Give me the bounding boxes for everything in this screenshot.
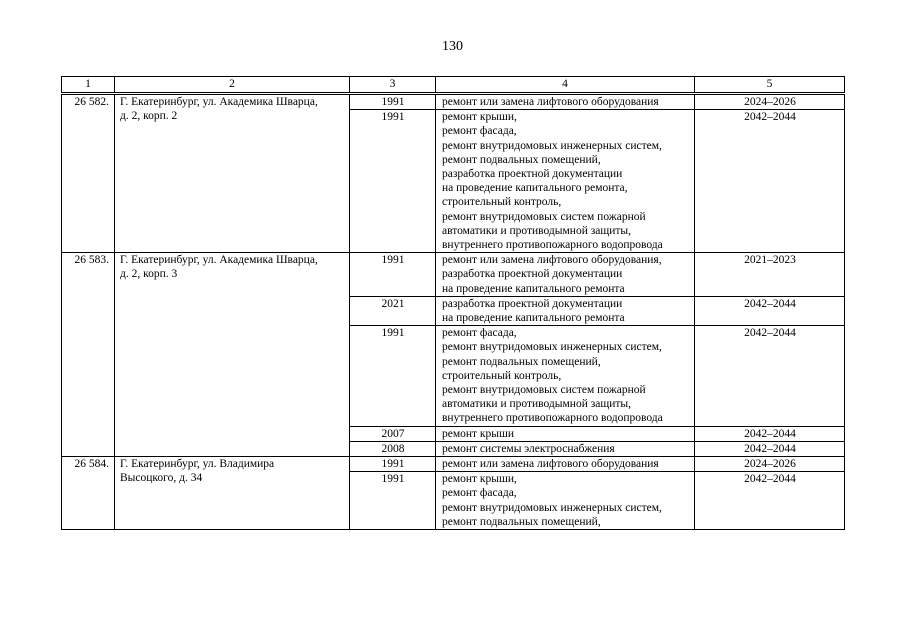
year-cell: 1991 xyxy=(350,253,436,297)
entry-address xyxy=(115,94,350,253)
year-cell: 1991 xyxy=(350,457,436,472)
work-item: ремонт крыши xyxy=(442,427,515,440)
header-col-3: 3 xyxy=(350,77,436,94)
work-item: ремонт внутридомовых инженерных систем, xyxy=(442,139,662,152)
period-cell: 2042–2044 xyxy=(695,110,845,253)
year-cell: 1991 xyxy=(350,472,436,530)
address-line: Г. Екатеринбург, ул. Владимира xyxy=(120,458,275,471)
work-item: ремонт системы электроснабжения xyxy=(442,442,615,455)
work-item: на проведение капитального ремонта xyxy=(442,312,625,325)
address-line: д. 2, корп. 2 xyxy=(120,110,178,123)
entry-address xyxy=(115,253,350,457)
address-line: д. 2, корп. 3 xyxy=(120,268,178,281)
year-cell: 2021 xyxy=(350,296,436,325)
work-item: строительный контроль, xyxy=(442,369,562,382)
address-line: Высоцкого, д. 34 xyxy=(120,472,203,485)
work-item: ремонт внутридомовых инженерных систем, xyxy=(442,501,662,514)
work-item: ремонт или замена лифтового оборудования xyxy=(442,458,659,471)
work-item: разработка проектной документации xyxy=(442,168,623,181)
work-item: ремонт крыши, xyxy=(442,473,517,486)
work-item: ремонт внутридомовых систем пожарной xyxy=(442,210,646,223)
header-col-1: 1 xyxy=(62,77,115,94)
entry-address xyxy=(115,457,350,530)
table-row xyxy=(62,253,845,297)
header-col-2: 2 xyxy=(115,77,350,94)
works-cell xyxy=(436,94,695,110)
entry-number: 26 583. xyxy=(62,253,115,457)
work-item: внутреннего противопожарного водопровода xyxy=(442,412,663,425)
work-item: ремонт подвальных помещений, xyxy=(442,515,601,528)
works-cell xyxy=(436,253,695,297)
works-cell xyxy=(436,110,695,253)
year-cell: 1991 xyxy=(350,94,436,110)
work-item: ремонт крыши, xyxy=(442,111,517,124)
work-item: внутреннего противопожарного водопровода xyxy=(442,239,663,252)
period-cell: 2042–2044 xyxy=(695,296,845,325)
year-cell: 2007 xyxy=(350,426,436,441)
work-item: ремонт или замена лифтового оборудования, xyxy=(442,254,662,267)
works-cell xyxy=(436,426,695,441)
work-item: автоматики и противодымной защиты, xyxy=(442,224,632,237)
work-item: ремонт или замена лифтового оборудования xyxy=(442,96,659,108)
works-cell xyxy=(436,441,695,456)
work-item: разработка проектной документации xyxy=(442,268,623,281)
period-cell: 2042–2044 xyxy=(695,426,845,441)
period-cell: 2042–2044 xyxy=(695,326,845,426)
works-cell xyxy=(436,296,695,325)
work-item: на проведение капитального ремонта, xyxy=(442,182,628,195)
address-line: Г. Екатеринбург, ул. Академика Шварца, xyxy=(120,254,318,267)
table-row xyxy=(62,457,845,472)
table-row xyxy=(62,94,845,110)
works-cell xyxy=(436,472,695,530)
year-cell: 1991 xyxy=(350,110,436,253)
work-item: строительный контроль, xyxy=(442,196,562,209)
period-cell: 2021–2023 xyxy=(695,253,845,297)
works-cell xyxy=(436,457,695,472)
work-item: ремонт фасада, xyxy=(442,327,517,340)
work-item: ремонт подвальных помещений, xyxy=(442,355,601,368)
year-cell: 2008 xyxy=(350,441,436,456)
works-cell xyxy=(436,326,695,426)
header-col-4: 4 xyxy=(436,77,695,94)
address-line: Г. Екатеринбург, ул. Академика Шварца, xyxy=(120,96,318,108)
entry-number: 26 584. xyxy=(62,457,115,530)
work-item: ремонт внутридомовых систем пожарной xyxy=(442,384,646,397)
period-cell: 2024–2026 xyxy=(695,94,845,110)
work-item: разработка проектной документации xyxy=(442,297,623,310)
period-cell: 2042–2044 xyxy=(695,441,845,456)
entry-number: 26 582. xyxy=(62,94,115,253)
year-cell: 1991 xyxy=(350,326,436,426)
work-item: ремонт подвальных помещений, xyxy=(442,153,601,166)
period-cell: 2024–2026 xyxy=(695,457,845,472)
work-item: автоматики и противодымной защиты, xyxy=(442,398,632,411)
page-number: 130 xyxy=(442,39,463,54)
work-item: ремонт фасада, xyxy=(442,125,517,138)
header-row xyxy=(62,77,845,94)
table-body xyxy=(62,94,845,530)
work-item: на проведение капитального ремонта xyxy=(442,282,625,295)
period-cell: 2042–2044 xyxy=(695,472,845,530)
work-item: ремонт фасада, xyxy=(442,487,517,500)
header-col-5: 5 xyxy=(695,77,845,94)
repair-schedule-table xyxy=(61,76,845,530)
work-item: ремонт внутридомовых инженерных систем, xyxy=(442,341,662,354)
